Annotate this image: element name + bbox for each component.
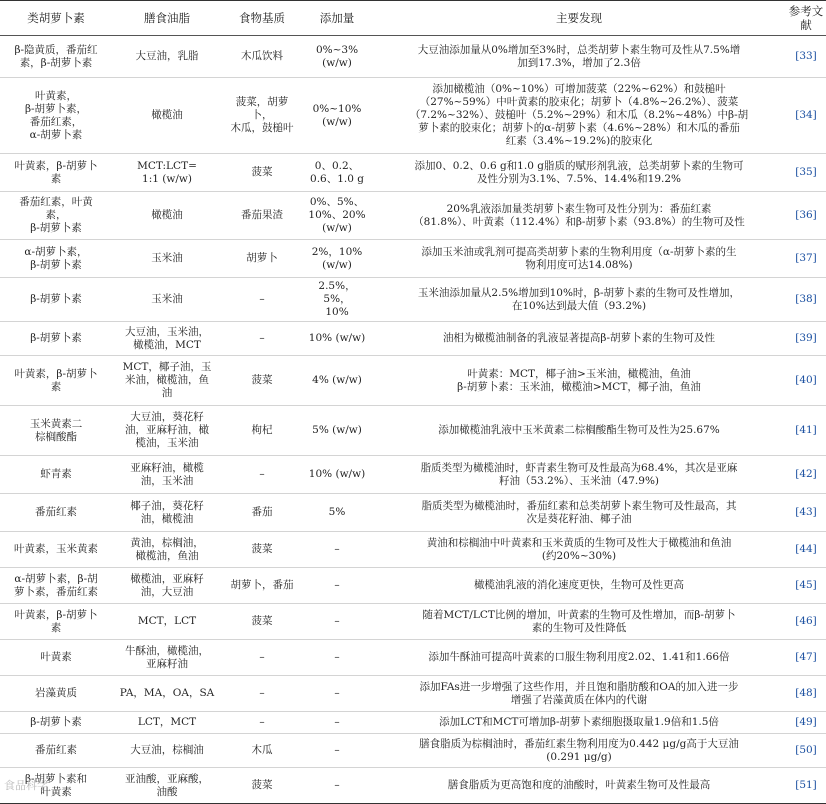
cell-matrix: – (222, 456, 302, 494)
cell-reference-link[interactable]: [49] (786, 712, 826, 734)
cell-lipid: MCT，LCT (112, 604, 222, 640)
cell-reference-link[interactable]: [50] (786, 734, 826, 768)
cell-lipid: PA，MA，OA，SA (112, 676, 222, 712)
cell-amount: – (302, 568, 372, 604)
cell-amount: – (302, 712, 372, 734)
cell-amount: – (302, 768, 372, 804)
cell-matrix: 菠菜 (222, 604, 302, 640)
cell-matrix: – (222, 676, 302, 712)
cell-reference-link[interactable]: [51] (786, 768, 826, 804)
header-carotenoid: 类胡萝卜素 (0, 1, 112, 36)
cell-reference-link[interactable]: [42] (786, 456, 826, 494)
table-row (0, 568, 826, 604)
table-row (0, 734, 826, 768)
cell-finding: 添加0、0.2、0.6 g和1.0 g脂质的赋形剂乳液，总类胡萝卜素的生物可 及性分别为3.1%、7.5%、14.4%和19.2% (372, 154, 786, 192)
cell-amount: – (302, 604, 372, 640)
table-row (0, 604, 826, 640)
cell-finding: 添加牛酥油可提高叶黄素的口服生物利用度2.02、1.41和1.66倍 (372, 640, 786, 676)
cell-amount: 0%、5%、 10%、20% (w/w) (302, 192, 372, 240)
table-row (0, 494, 826, 532)
cell-finding: 添加橄榄油（0%~10%）可增加菠菜（22%~62%）和鼓槌叶 （27%~59%）中叶黄素的胶束化；胡萝卜（4.8%~26.2%）、菠菜 （7.2%~32%）、鼓槌叶（5.2%~29%）和木瓜（8.2%~48%）中β-胡 萝卜素的胶束化；胡萝卜的α-胡萝卜素（4.6%~28%）和木瓜的番茄 红素（3.4%~19.2%)的胶束化 (372, 78, 786, 154)
header-matrix: 食物基质 (222, 1, 302, 36)
cell-matrix: 木瓜饮料 (222, 36, 302, 78)
cell-lipid: 玉米油 (112, 278, 222, 322)
cell-reference-link[interactable]: [43] (786, 494, 826, 532)
table-row (0, 712, 826, 734)
cell-reference-link[interactable]: [39] (786, 322, 826, 356)
cell-lipid: MCT，椰子油，玉 米油，橄榄油，鱼 油 (112, 356, 222, 406)
table-row (0, 278, 826, 322)
cell-lipid: 大豆油，葵花籽 油，亚麻籽油，橄 榄油，玉米油 (112, 406, 222, 456)
cell-matrix: 菠菜，胡萝 卜， 木瓜，鼓槌叶 (222, 78, 302, 154)
table-row (0, 640, 826, 676)
cell-matrix: – (222, 278, 302, 322)
table-row (0, 322, 826, 356)
cell-carotenoid: α-胡萝卜素，β-胡 萝卜素，番茄红素 (0, 568, 112, 604)
cell-carotenoid: 叶黄素，玉米黄素 (0, 532, 112, 568)
cell-amount: 2%，10% (w/w) (302, 240, 372, 278)
cell-lipid: 橄榄油 (112, 78, 222, 154)
cell-carotenoid: β-胡萝卜素和 叶黄素 (0, 768, 112, 804)
cell-carotenoid: 虾青素 (0, 456, 112, 494)
cell-amount: 4% (w/w) (302, 356, 372, 406)
cell-amount: 0%~3% (w/w) (302, 36, 372, 78)
table-row (0, 356, 826, 406)
cell-reference-link[interactable]: [47] (786, 640, 826, 676)
header-amount: 添加量 (302, 1, 372, 36)
cell-matrix: 菠菜 (222, 768, 302, 804)
table-row (0, 456, 826, 494)
table-row (0, 36, 826, 78)
cell-matrix: 胡萝卜，番茄 (222, 568, 302, 604)
cell-reference-link[interactable]: [48] (786, 676, 826, 712)
cell-carotenoid: 叶黄素，β-胡萝卜 素 (0, 356, 112, 406)
cell-carotenoid: 叶黄素， β-胡萝卜素， 番茄红素， α-胡萝卜素 (0, 78, 112, 154)
cell-reference-link[interactable]: [36] (786, 192, 826, 240)
cell-carotenoid: β-隐黄质，番茄红 素，β-胡萝卜素 (0, 36, 112, 78)
cell-lipid: 椰子油，葵花籽 油，橄榄油 (112, 494, 222, 532)
cell-finding: 玉米油添加量从2.5%增加到10%时，β-胡萝卜素的生物可及性增加， 在10%达到最大值（93.2%) (372, 278, 786, 322)
table-row (0, 78, 826, 154)
table-row (0, 406, 826, 456)
cell-reference-link[interactable]: [41] (786, 406, 826, 456)
cell-lipid: 橄榄油 (112, 192, 222, 240)
cell-reference-link[interactable]: [34] (786, 78, 826, 154)
cell-matrix: 番茄 (222, 494, 302, 532)
table-row (0, 768, 826, 804)
cell-matrix: 菠菜 (222, 356, 302, 406)
cell-finding: 橄榄油乳液的消化速度更快，生物可及性更高 (372, 568, 786, 604)
cell-finding: 膳食脂质为棕榈油时，番茄红素生物利用度为0.442 μg/g高于大豆油 (0.291 μg/g) (372, 734, 786, 768)
cell-carotenoid: 叶黄素，β-胡萝卜 素 (0, 154, 112, 192)
cell-reference-link[interactable]: [45] (786, 568, 826, 604)
cell-finding: 大豆油添加量从0%增加至3%时，总类胡萝卜素生物可及性从7.5%增 加到17.3%，增加了2.3倍 (372, 36, 786, 78)
header-lipid: 膳食油脂 (112, 1, 222, 36)
cell-finding: 20%乳液添加量类胡萝卜素生物可及性分别为：番茄红素 （81.8%）、叶黄素（112.4%）和β-胡萝卜素（93.8%）的生物可及性 (372, 192, 786, 240)
cell-finding: 添加橄榄油乳液中玉米黄素二棕榈酸酯生物可及性为25.67% (372, 406, 786, 456)
cell-finding: 随着MCT/LCT比例的增加，叶黄素的生物可及性增加，而β-胡萝卜 素的生物可及性降低 (372, 604, 786, 640)
cell-amount: 10% (w/w) (302, 456, 372, 494)
cell-carotenoid: 叶黄素 (0, 640, 112, 676)
cell-finding: 脂质类型为橄榄油时，番茄红素和总类胡萝卜素生物可及性最高，其 次是葵花籽油、椰子油 (372, 494, 786, 532)
cell-lipid: LCT，MCT (112, 712, 222, 734)
watermark: 食品科学 (4, 779, 48, 792)
cell-carotenoid: β-胡萝卜素 (0, 712, 112, 734)
cell-carotenoid: 玉米黄素二 棕榈酸酯 (0, 406, 112, 456)
cell-matrix: 菠菜 (222, 154, 302, 192)
cell-finding: 黄油和棕榈油中叶黄素和玉米黄质的生物可及性大于橄榄油和鱼油 (约20%~30%) (372, 532, 786, 568)
cell-carotenoid: 番茄红素 (0, 494, 112, 532)
cell-matrix: – (222, 712, 302, 734)
cell-reference-link[interactable]: [46] (786, 604, 826, 640)
cell-reference-link[interactable]: [33] (786, 36, 826, 78)
cell-finding: 油相为橄榄油制备的乳液显著提高β-胡萝卜素的生物可及性 (372, 322, 786, 356)
cell-matrix: 枸杞 (222, 406, 302, 456)
cell-lipid: 大豆油，乳脂 (112, 36, 222, 78)
cell-matrix: 木瓜 (222, 734, 302, 768)
table-row (0, 676, 826, 712)
cell-finding: 添加玉米油或乳剂可提高类胡萝卜素的生物利用度（α-胡萝卜素的生 物利用度可达14.08%) (372, 240, 786, 278)
cell-amount: – (302, 676, 372, 712)
cell-matrix: – (222, 322, 302, 356)
table-row (0, 154, 826, 192)
cell-reference-link[interactable]: [37] (786, 240, 826, 278)
cell-amount: 5% (302, 494, 372, 532)
cell-carotenoid: 叶黄素，β-胡萝卜 素 (0, 604, 112, 640)
header-ref: 参考文 献 (786, 1, 826, 36)
cell-matrix: 胡萝卜 (222, 240, 302, 278)
cell-carotenoid: β-胡萝卜素 (0, 278, 112, 322)
cell-amount: 2.5%，5%， 10% (302, 278, 372, 322)
cell-lipid: MCT:LCT= 1:1 (w/w) (112, 154, 222, 192)
cell-carotenoid: β-胡萝卜素 (0, 322, 112, 356)
table-header-row (0, 1, 826, 36)
cell-amount: – (302, 532, 372, 568)
cell-lipid: 牛酥油，橄榄油， 亚麻籽油 (112, 640, 222, 676)
cell-carotenoid: 番茄红素，叶黄 素， β-胡萝卜素 (0, 192, 112, 240)
cell-amount: – (302, 734, 372, 768)
table-row (0, 192, 826, 240)
cell-finding: 添加FAs进一步增强了这些作用，并且饱和脂肪酸和OA的加入进一步 增强了岩藻黄质在体内的代谢 (372, 676, 786, 712)
cell-matrix: – (222, 640, 302, 676)
cell-amount: 0%~10% (w/w) (302, 78, 372, 154)
table-row (0, 240, 826, 278)
cell-amount: – (302, 640, 372, 676)
cell-carotenoid: 番茄红素 (0, 734, 112, 768)
cell-finding: 脂质类型为橄榄油时，虾青素生物可及性最高为68.4%，其次是亚麻 籽油（53.2%）、玉米油（47.9%) (372, 456, 786, 494)
header-finding: 主要发现 (372, 1, 786, 36)
cell-carotenoid: 岩藻黄质 (0, 676, 112, 712)
cell-lipid: 亚油酸，亚麻酸， 油酸 (112, 768, 222, 804)
cell-finding: 添加LCT和MCT可增加β-胡萝卜素细胞摄取量1.9倍和1.5倍 (372, 712, 786, 734)
cell-finding: 叶黄素：MCT，椰子油>玉米油，橄榄油，鱼油 β-胡萝卜素：玉米油，橄榄油>MCT，椰子油，鱼油 (372, 356, 786, 406)
cell-lipid: 亚麻籽油，橄榄 油，玉米油 (112, 456, 222, 494)
cell-reference-link[interactable]: [38] (786, 278, 826, 322)
cell-matrix: 菠菜 (222, 532, 302, 568)
cell-reference-link[interactable]: [35] (786, 154, 826, 192)
cell-reference-link[interactable]: [40] (786, 356, 826, 406)
cell-amount: 10% (w/w) (302, 322, 372, 356)
cell-lipid: 大豆油，玉米油， 橄榄油，MCT (112, 322, 222, 356)
table-row (0, 532, 826, 568)
cell-amount: 5% (w/w) (302, 406, 372, 456)
cell-lipid: 玉米油 (112, 240, 222, 278)
cell-matrix: 番茄果渣 (222, 192, 302, 240)
cell-lipid: 大豆油，棕榈油 (112, 734, 222, 768)
cell-reference-link[interactable]: [44] (786, 532, 826, 568)
cell-carotenoid: α-胡萝卜素， β-胡萝卜素 (0, 240, 112, 278)
cell-amount: 0、0.2、 0.6、1.0 g (302, 154, 372, 192)
cell-lipid: 橄榄油，亚麻籽 油，大豆油 (112, 568, 222, 604)
cell-finding: 膳食脂质为更高饱和度的油酸时，叶黄素生物可及性最高 (372, 768, 786, 804)
cell-lipid: 黄油，棕榈油， 橄榄油，鱼油 (112, 532, 222, 568)
